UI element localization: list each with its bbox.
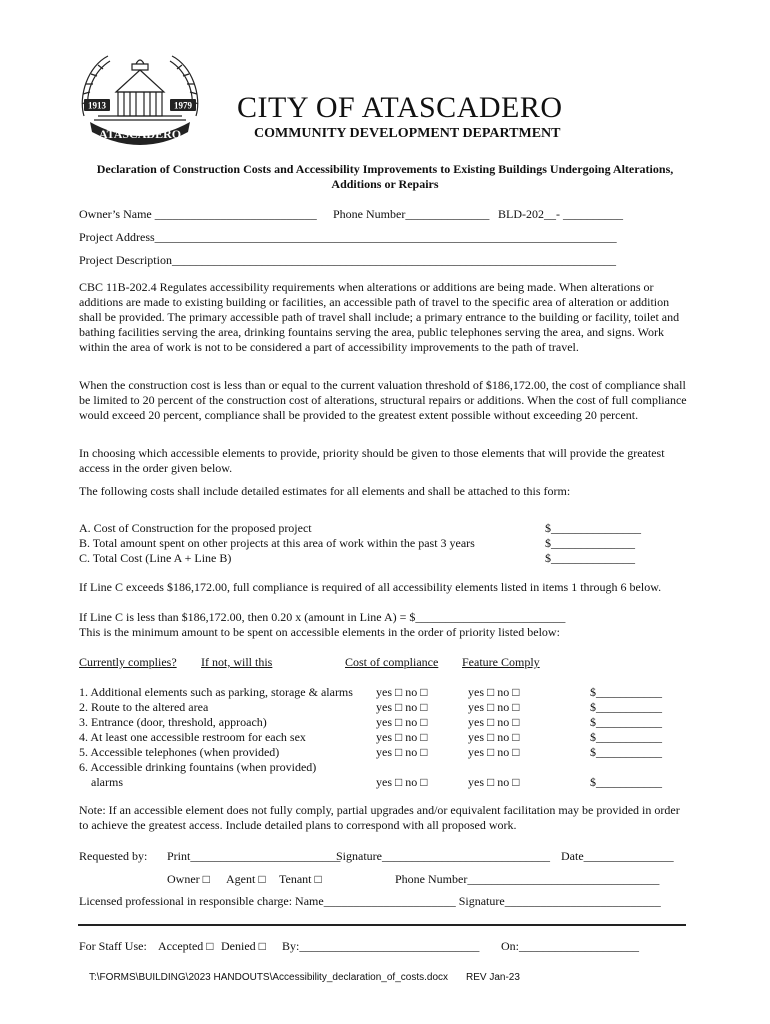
table-row-3-feature[interactable]: yes □ no □: [468, 715, 520, 729]
tenant-checkbox[interactable]: Tenant □: [279, 872, 322, 886]
estimates-paragraph: The following costs shall include detailed estimates for all elements and shall be attached to this form:: [79, 484, 571, 498]
table-row-6-label: 6. Accessible drinking fountains (when provided): [79, 760, 317, 774]
cost-line-a-label: A. Cost of Construction for the proposed project: [79, 521, 312, 535]
phone-number-field[interactable]: Phone Number______________: [333, 207, 490, 221]
table-row-4-feature[interactable]: yes □ no □: [468, 730, 520, 744]
priority-paragraph: In choosing which accessible elements to provide, priority should be given to those elements that will provide the greatest access in the order given below.: [79, 446, 665, 475]
date-field[interactable]: Date_______________: [561, 849, 674, 863]
project-description-field[interactable]: Project Description__________________________________________________________________________: [79, 253, 616, 267]
city-seal-logo: [78, 46, 202, 146]
staff-use-divider: [78, 924, 686, 926]
requested-by-label: Requested by:: [79, 849, 148, 863]
accepted-checkbox[interactable]: Accepted □: [158, 939, 214, 953]
table-row-1-amount[interactable]: $___________: [590, 685, 662, 699]
document-footer: [89, 972, 538, 983]
table-row-6-label-cont: alarms: [91, 775, 123, 789]
header-if-not: If not, will this: [201, 655, 273, 669]
table-row-4-label: 4. At least one accessible restroom for each sex: [79, 730, 306, 744]
minimum-amount-note: This is the minimum amount to be spent on accessible elements in the order of priority listed below:: [79, 625, 560, 639]
cost-line-a-amount[interactable]: $_______________: [545, 521, 641, 535]
seal-banner-text: ATASCADERO: [98, 127, 182, 141]
cost-line-b-amount[interactable]: $______________: [545, 536, 635, 550]
table-row-4-amount[interactable]: $___________: [590, 730, 662, 744]
table-row-3-amount[interactable]: $___________: [590, 715, 662, 729]
table-row-2-label: 2. Route to the altered area: [79, 700, 209, 714]
table-row-1-feature[interactable]: yes □ no □: [468, 685, 520, 699]
cost-line-b-label: B. Total amount spent on other projects at this area of work within the past 3 years: [79, 536, 475, 550]
seal-left-year: 1913: [88, 100, 106, 111]
form-heading-line1: Declaration of Construction Costs and Accessibility Improvements to Existing Buildings Undergoing Alterations,: [96, 162, 674, 176]
licensed-professional-field[interactable]: Licensed professional in responsible charge: Name______________________ Signature__________________________: [79, 894, 661, 908]
signature-field[interactable]: Signature____________________________: [336, 849, 550, 863]
form-heading: [78, 162, 692, 192]
table-row-6-complies[interactable]: yes □ no □: [376, 775, 428, 789]
cbc-paragraph: CBC 11B-202.4 Regulates accessibility requirements when alterations or additions are being made. When alterations or additions are made to existing building or facilities, an accessible path of travel to the specific area of alteration or addition shall be provided. The primary accessible path of travel shall include; a primary entrance to the building or facility, toilet and bathing facilities serving the area, drinking fountains serving the area, public telephones serving the area, and signs. Work within the area of work is not to be considered a part of accessibility improvements to the path of travel.: [79, 280, 680, 354]
table-row-5-feature[interactable]: yes □ no □: [468, 745, 520, 759]
denied-checkbox[interactable]: Denied □: [221, 939, 266, 953]
table-row-1-label: 1. Additional elements such as parking, storage & alarms: [79, 685, 353, 699]
table-row-3-label: 3. Entrance (door, threshold, approach): [79, 715, 267, 729]
staff-use-label: For Staff Use:: [79, 939, 147, 953]
owner-checkbox[interactable]: Owner □: [167, 872, 210, 886]
table-row-2-amount[interactable]: $___________: [590, 700, 662, 714]
table-row-1-complies[interactable]: yes □ no □: [376, 685, 428, 699]
table-row-6-feature[interactable]: yes □ no □: [468, 775, 520, 789]
table-row-5-amount[interactable]: $___________: [590, 745, 662, 759]
print-name-field[interactable]: Print_________________________: [167, 849, 341, 863]
cost-line-c-label: C. Total Cost (Line A + Line B): [79, 551, 232, 565]
project-address-field[interactable]: Project Address_____________________________________________________________________________: [79, 230, 617, 244]
bld-number-field[interactable]: BLD-202__- __________: [498, 207, 623, 221]
agent-checkbox[interactable]: Agent □: [226, 872, 266, 886]
table-row-2-complies[interactable]: yes □ no □: [376, 700, 428, 714]
table-row-6-amount[interactable]: $___________: [590, 775, 662, 789]
header-cost-of-compliance: Cost of compliance: [345, 655, 439, 669]
table-row-5-label: 5. Accessible telephones (when provided): [79, 745, 280, 759]
staff-by-field[interactable]: By:______________________________: [282, 939, 480, 953]
cost-line-c-amount[interactable]: $______________: [545, 551, 635, 565]
note-paragraph: Note: If an accessible element does not fully comply, partial upgrades and/or equivalent facilitation may be provided in order to achieve the greatest access. Include detailed plans to correspond with all proposed work.: [79, 803, 680, 832]
staff-on-field[interactable]: On:____________________: [501, 939, 639, 953]
table-row-5-complies[interactable]: yes □ no □: [376, 745, 428, 759]
header-feature-comply: Feature Comply: [462, 655, 540, 669]
requester-phone-field[interactable]: Phone Number________________________________: [395, 872, 660, 886]
footer-revision: REV Jan-23: [466, 972, 520, 983]
minimum-amount-line[interactable]: If Line C is less than $186,172.00, then 0.20 x (amount in Line A) = $_________________________: [79, 610, 566, 624]
owners-name-field[interactable]: Owner’s Name ___________________________: [79, 207, 317, 221]
seal-graphic: [78, 46, 202, 146]
department-name: COMMUNITY DEVELOPMENT DEPARTMENT: [254, 126, 561, 141]
table-row-2-feature[interactable]: yes □ no □: [468, 700, 520, 714]
table-row-4-complies[interactable]: yes □ no □: [376, 730, 428, 744]
table-row-3-complies[interactable]: yes □ no □: [376, 715, 428, 729]
threshold-paragraph: When the construction cost is less than or equal to the current valuation threshold of $186,172.00, the cost of compliance shall be limited to 20 percent of the construction cost of alterations, structural repairs or additions. When the cost of full compliance would exceed 20 percent, compliance shall be provided to the greatest extent possible without exceeding 20 percent.: [79, 378, 687, 422]
footer-file-path: T:\FORMS\BUILDING\2023 HANDOUTS\Accessibility_declaration_of_costs.docx: [89, 972, 449, 983]
header-currently-complies: Currently complies?: [79, 655, 177, 669]
form-heading-line2: Additions or Repairs: [331, 177, 439, 191]
seal-right-year: 1979: [174, 100, 192, 111]
page-title: CITY OF ATASCADERO: [237, 91, 563, 124]
full-compliance-statement: If Line C exceeds $186,172.00, full compliance is required of all accessibility elements listed in items 1 through 6 below.: [79, 580, 662, 594]
